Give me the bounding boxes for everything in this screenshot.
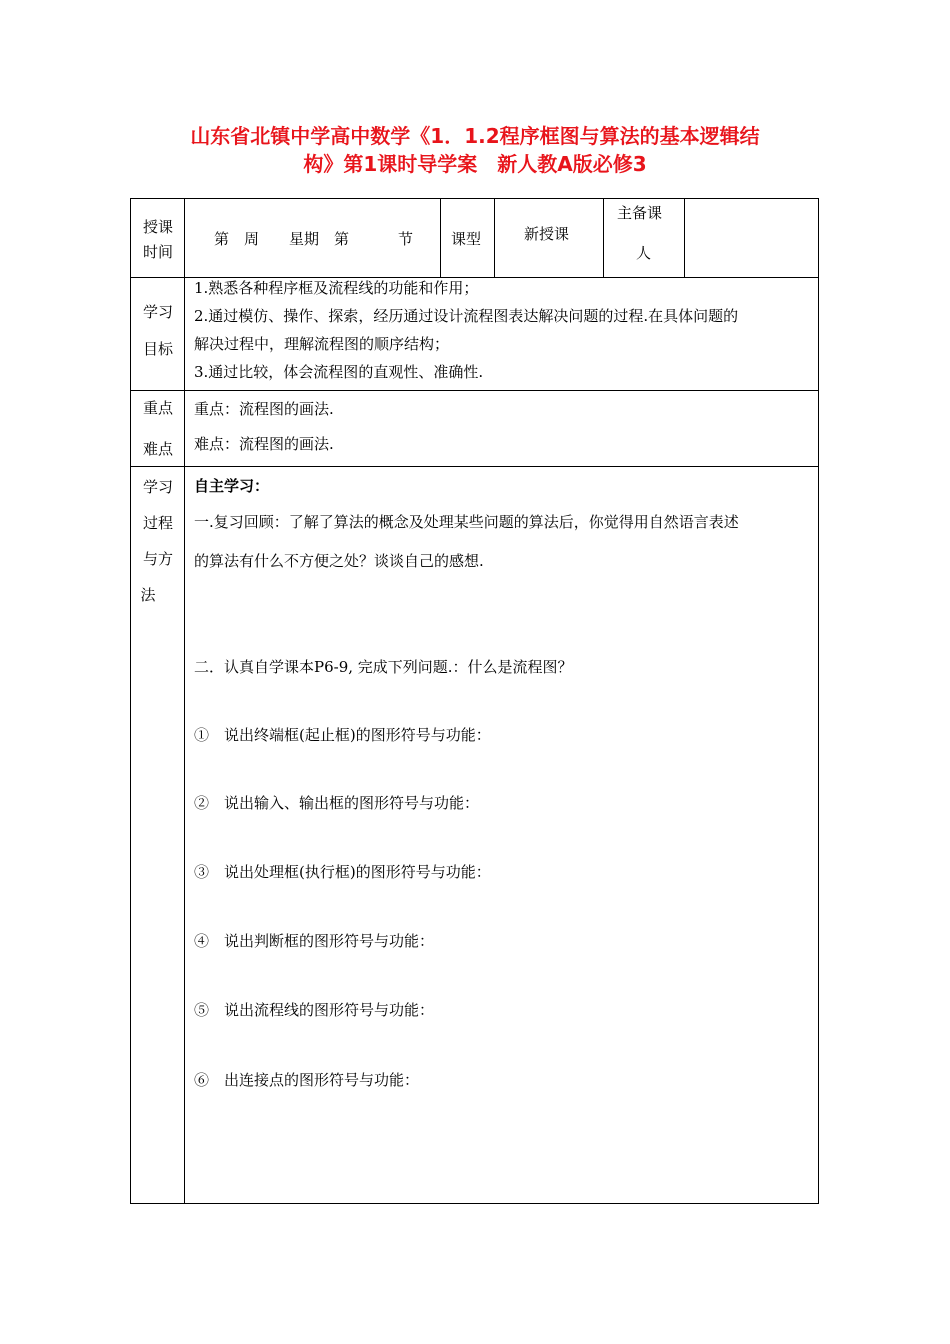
question-item: ④ 说出判断框的图形符号与功能： — [194, 932, 435, 950]
time-week: 第 周 — [214, 230, 260, 248]
teaching-time-label-2: 时间 — [142, 243, 173, 261]
objectives-label-2: 目标 — [142, 340, 173, 358]
preparer-label-1: 主备课 — [617, 204, 663, 222]
review-question-line-2: 的算法有什么不方便之处？谈谈自己的感想. — [194, 552, 484, 570]
objective-item: 3.通过比较，体会流程图的直观性、准确性. — [194, 363, 484, 381]
process-label-1: 学习 — [142, 478, 173, 496]
question-item: ① 说出终端框(起止框)的图形符号与功能： — [194, 726, 491, 744]
key-points-label-1: 重点 — [142, 399, 173, 417]
reading-task: 二．认真自学课本P6-9, 完成下列问题.：什么是流程图？ — [194, 658, 573, 676]
question-item: ⑤ 说出流程线的图形符号与功能： — [194, 1001, 435, 1019]
row-divider-2 — [130, 390, 819, 391]
question-item: ③ 说出处理框(执行框)的图形符号与功能： — [194, 863, 491, 881]
lesson-type-value: 新授课 — [524, 225, 570, 243]
title-line-2: 构》第1课时导学案 新人教A版必修3 — [303, 152, 647, 176]
time-day: 星期 第 — [289, 230, 350, 248]
header-divider-1 — [440, 198, 441, 277]
question-item: ⑥ 出连接点的图形符号与功能： — [194, 1071, 420, 1089]
question-item: ② 说出输入、输出框的图形符号与功能： — [194, 794, 480, 812]
process-label-4: 法 — [140, 586, 156, 604]
objectives-label-1: 学习 — [142, 303, 173, 321]
lesson-type-label: 课型 — [451, 230, 482, 248]
header-divider-3 — [603, 198, 604, 277]
preparer-label-2: 人 — [636, 244, 652, 262]
process-label-3: 与方 — [142, 550, 173, 568]
process-label-2: 过程 — [142, 514, 173, 532]
key-point-text: 重点：流程图的画法. — [194, 400, 334, 418]
difficult-point-text: 难点：流程图的画法. — [194, 435, 334, 453]
header-divider-4 — [684, 198, 685, 277]
review-question-line-1: 一.复习回顾：了解了算法的概念及处理某些问题的算法后，你觉得用自然语言表述 — [194, 513, 739, 531]
row-divider-3 — [130, 466, 819, 467]
header-divider-2 — [494, 198, 495, 277]
objective-item: 2.通过模仿、操作、探索，经历通过设计流程图表达解决问题的过程.在具体问题的 — [194, 307, 739, 325]
document-title — [130, 122, 820, 178]
title-line-1: 山东省北镇中学高中数学《1．1.2程序框图与算法的基本逻辑结 — [190, 124, 760, 148]
time-period: 节 — [398, 230, 414, 248]
objective-item: 解决过程中，理解流程图的顺序结构； — [194, 335, 450, 353]
key-points-label-2: 难点 — [142, 440, 173, 458]
objective-item: 1.熟悉各种程序框及流程线的功能和作用； — [194, 279, 479, 297]
teaching-time-label-1: 授课 — [142, 218, 173, 236]
self-study-heading: 自主学习： — [194, 477, 270, 495]
